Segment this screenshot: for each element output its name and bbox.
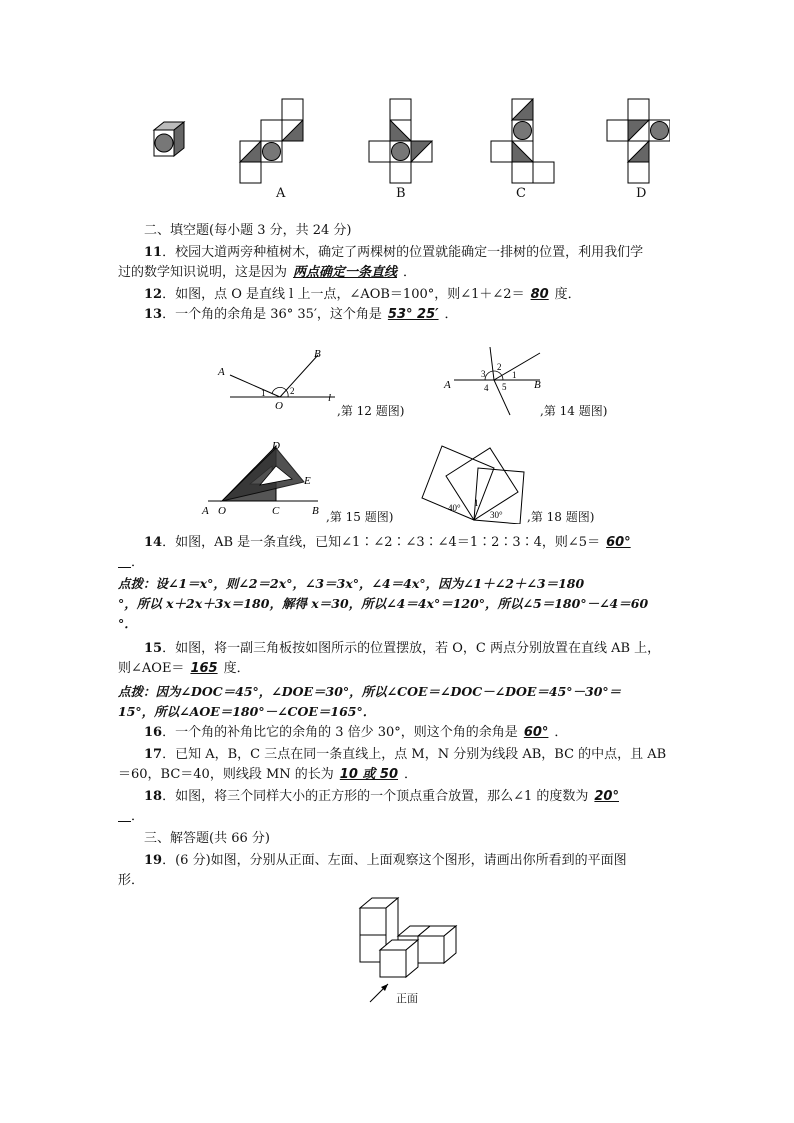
q13-text: ．一个角的余角是 36° 35′，这个角是 xyxy=(162,307,382,322)
q18-line2 xyxy=(118,808,144,826)
fig14-label-b: B xyxy=(534,379,541,391)
net-c xyxy=(491,99,554,183)
q15-num: 15 xyxy=(144,641,163,656)
q14-text: ．如图，AB 是一条直线，已知∠1∶∠2∶∠3∶∠4＝1∶2∶3∶4，则∠5＝ xyxy=(162,535,601,550)
fig18-caption: ,第 18 题图) xyxy=(527,510,595,524)
q15-line1 xyxy=(144,640,660,658)
q15-tail: 度． xyxy=(223,661,250,676)
q15-line2 xyxy=(118,660,250,678)
q19-line1 xyxy=(144,852,627,870)
fig18-angle-40: 40° xyxy=(448,503,461,513)
fig14-angle-3: 3 xyxy=(481,369,486,379)
q11-text-b: 过的数学知识说明，这是因为 xyxy=(118,265,288,280)
q16-tail: ． xyxy=(554,725,568,740)
q17-line2 xyxy=(118,766,417,784)
q14-num: 14 xyxy=(144,535,163,550)
net-a xyxy=(240,99,303,183)
q16-num: 16 xyxy=(144,725,163,740)
q15-explain-2: 15°，所以∠AOE＝180°－∠COE＝165°． xyxy=(118,704,376,719)
q14-explanation xyxy=(118,574,678,634)
q14-line2 xyxy=(118,554,144,572)
fig14-caption: ,第 14 题图) xyxy=(540,404,608,418)
fig12-caption: ,第 12 题图) xyxy=(337,404,405,418)
q15-explain-1: 点拨：因为∠DOC＝45°，∠DOE＝30°，所以∠COE＝∠DOC－∠DOE＝45°－30°＝ xyxy=(118,684,622,699)
q17-answer: 10 或 50 xyxy=(339,767,399,782)
q14-line1 xyxy=(144,534,637,552)
net-label-a: A xyxy=(276,186,286,201)
q11-line1 xyxy=(144,244,643,262)
net-label-d: D xyxy=(636,186,647,201)
fig15-label-e: E xyxy=(304,475,311,487)
q17-num: 17 xyxy=(144,747,163,762)
q13-tail: ． xyxy=(444,307,458,322)
q18-text: ．如图，将三个同样大小的正方形的一个顶点重合放置，那么∠1 的度数为 xyxy=(162,789,589,804)
net-label-b: B xyxy=(396,186,406,201)
q19-front-label: 正面 xyxy=(396,992,418,1005)
q17-tail: ． xyxy=(404,767,418,782)
q17-text-b: ＝60，BC＝40，则线段 MN 的长为 xyxy=(118,767,334,782)
q19-line2: 形． xyxy=(118,873,145,888)
figure-15 xyxy=(200,438,330,520)
q14-explain-1: 点拨：设∠1＝x°，则∠2＝2x°，∠3＝3x°，∠4＝4x°，因为∠1＋∠2＋∠3＝180 xyxy=(118,576,585,591)
fig12-angle-2: 2 xyxy=(290,386,295,396)
q16-answer: 60° xyxy=(523,725,549,740)
q11-tail: ． xyxy=(403,265,417,280)
section2-title: 二、填空题(每小题 3 分，共 24 分) xyxy=(144,223,352,238)
q19-text-a: ．(6 分)如图，分别从正面、左面、上面观察这个图形，请画出你所看到的平面图 xyxy=(162,853,627,868)
fig15-label-o: O xyxy=(218,505,226,517)
q14-explain-2: °，所以 x＋2x＋3x＝180，解得 x＝30，所以∠4＝4x°＝120°，所以∠5＝180°－∠4＝60 xyxy=(118,596,649,611)
section3-title: 三、解答题(共 66 分) xyxy=(144,831,270,846)
cube-nets-figure xyxy=(150,92,670,204)
fig15-label-d: D xyxy=(272,440,280,452)
q17-line1 xyxy=(144,746,666,764)
q18-tail: ． xyxy=(131,809,145,824)
fig18-angle-1: 1 xyxy=(474,498,479,508)
q18-num: 18 xyxy=(144,789,163,804)
fig15-label-a: A xyxy=(202,505,209,517)
q11-text-a: ．校园大道两旁种植树木，确定了两棵树的位置就能确定一排树的位置，利用我们学 xyxy=(162,245,644,260)
q12-answer: 80 xyxy=(530,287,549,302)
fig14-angle-4: 4 xyxy=(484,383,489,393)
q18-line1 xyxy=(144,788,625,806)
fig18-angle-30: 30° xyxy=(490,510,503,520)
q14-answer: 60° xyxy=(606,535,631,550)
q14-explain-3: °． xyxy=(118,616,137,631)
fig12-label-o: O xyxy=(275,400,283,412)
q12-text: ．如图，点 O 是直线 l 上一点，∠AOB＝100°，则∠1＋∠2＝ xyxy=(162,287,525,302)
q14-tail: ． xyxy=(131,555,145,570)
q13-num: 13 xyxy=(144,307,163,322)
q12-tail: 度． xyxy=(554,287,581,302)
q11-answer: 两点确定一条直线 xyxy=(293,265,398,280)
q17-text-a: ．已知 A，B，C 三点在同一条直线上，点 M，N 分别为线段 AB，BC 的中点，且 AB xyxy=(162,747,667,762)
fig14-angle-2: 2 xyxy=(497,362,502,372)
fig14-label-a: A xyxy=(444,379,451,391)
q18-answer: 20° xyxy=(594,789,619,804)
q19-num: 19 xyxy=(144,853,163,868)
fig15-label-c: C xyxy=(272,505,280,517)
q11-line2 xyxy=(118,264,416,282)
fig14-angle-5: 5 xyxy=(502,382,507,392)
q15-text-b: 则∠AOE＝ xyxy=(118,661,185,676)
q16-text: ．一个角的补角比它的余角的 3 倍少 30°，则这个角的余角是 xyxy=(162,725,518,740)
fig12-label-l: l xyxy=(328,392,332,404)
q12-num: 12 xyxy=(144,287,163,302)
net-label-c: C xyxy=(516,186,526,201)
figure-18 xyxy=(418,432,530,524)
q15-text-a: ．如图，将一副三角板按如图所示的位置摆放，若 O，C 两点分别放置在直线 AB 上， xyxy=(162,641,661,656)
fig12-label-b: B xyxy=(314,348,321,360)
fig12-angle-1: 1 xyxy=(261,388,266,398)
q11-num: 11 xyxy=(144,245,163,260)
fig14-angle-1: 1 xyxy=(512,370,517,380)
net-b xyxy=(369,99,432,183)
fig15-caption: ,第 15 题图) xyxy=(326,510,394,524)
fig12-label-a: A xyxy=(218,366,225,378)
cube-drawing xyxy=(154,122,184,156)
q13-answer: 53° 25′ xyxy=(387,307,439,322)
net-d xyxy=(607,99,670,183)
fig15-label-b: B xyxy=(312,505,319,517)
q15-explanation xyxy=(118,682,678,722)
q12-line xyxy=(144,286,581,304)
q16-line xyxy=(144,724,567,742)
q13-line xyxy=(144,306,458,324)
q15-answer: 165 xyxy=(190,661,218,676)
